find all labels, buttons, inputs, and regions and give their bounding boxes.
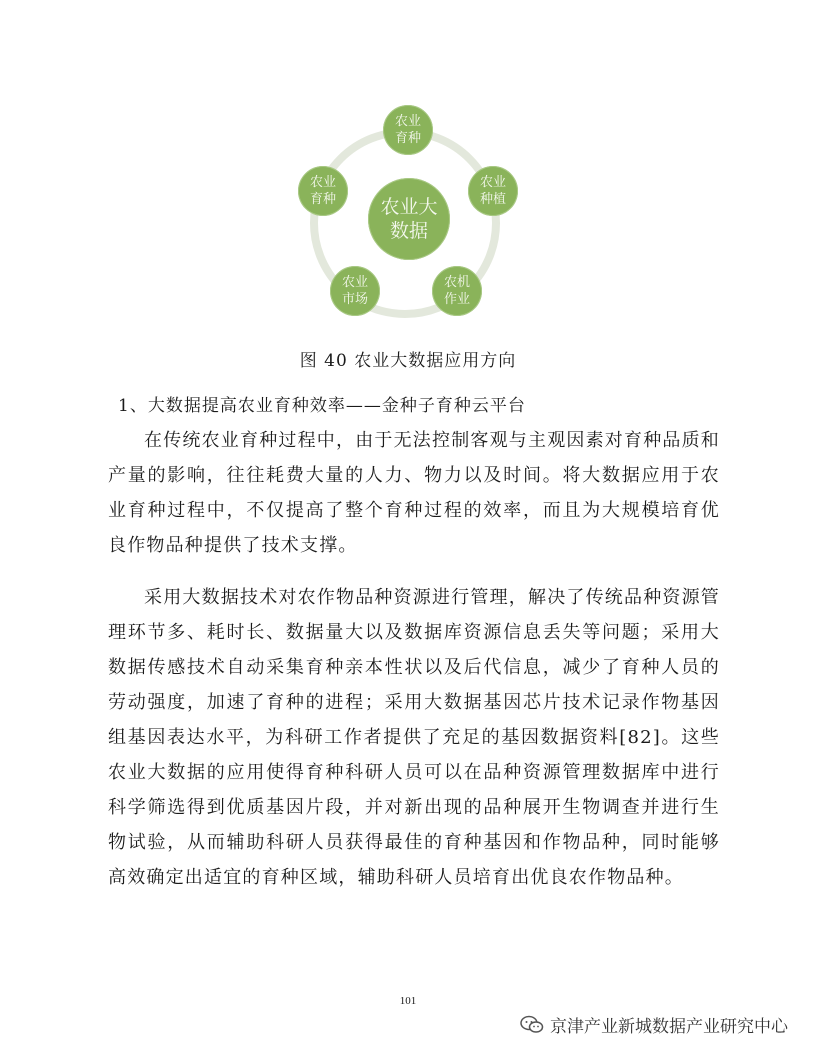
watermark — [520, 1012, 788, 1037]
node-top: 农业育种 — [383, 105, 433, 155]
figure-caption: 图 40 农业大数据应用方向 — [299, 351, 517, 371]
paragraph-1: 在传统农业育种过程中，由于无法控制客观与主观因素对育种品质和产量的影响，往往耗费大量的人力、物力以及时间。将大数据应用于农业育种过程中，不仅提高了整个育种过程的效率，而且为大规模培育优良作物品种提供了技术支撑。 — [108, 430, 720, 556]
section-heading: 1、大数据提高农业育种效率——金种子育种云平台 — [118, 396, 526, 416]
wechat-icon — [520, 1015, 544, 1035]
page-number: 101 — [399, 995, 417, 1007]
application-diagram — [288, 98, 528, 332]
node-center: 农业大数据 — [368, 178, 450, 260]
node-bottom-right: 农机作业 — [432, 266, 482, 316]
watermark-text: 京津产业新城数据产业研究中心 — [550, 1017, 788, 1037]
paragraph-2: 采用大数据技术对农作物品种资源进行管理，解决了传统品种资源管理环节多、耗时长、数据量大以及数据库资源信息丢失等问题；采用大数据传感技术自动采集育种亲本性状以及后代信息，减少了育种人员的劳动强度，加速了育种的进程；采用大数据基因芯片技术记录作物基因组基因表达水平，为科研工作者提供了充足的基因数据资料[82]。这些农业大数据的应用使得育种科研人员可以在品种资源管理数据库中进行科学筛选得到优质基因片段，并对新出现的品种展开生物调查并进行生物试验，从而辅助科研人员获得最佳的育种基因和作物品种，同时能够高效确定出适宜的育种区域，辅助科研人员培育出优良农作物品种。 — [108, 587, 720, 888]
node-left: 农业育种 — [298, 166, 348, 216]
node-bottom-left: 农业市场 — [330, 266, 380, 316]
node-right: 农业种植 — [468, 166, 518, 216]
